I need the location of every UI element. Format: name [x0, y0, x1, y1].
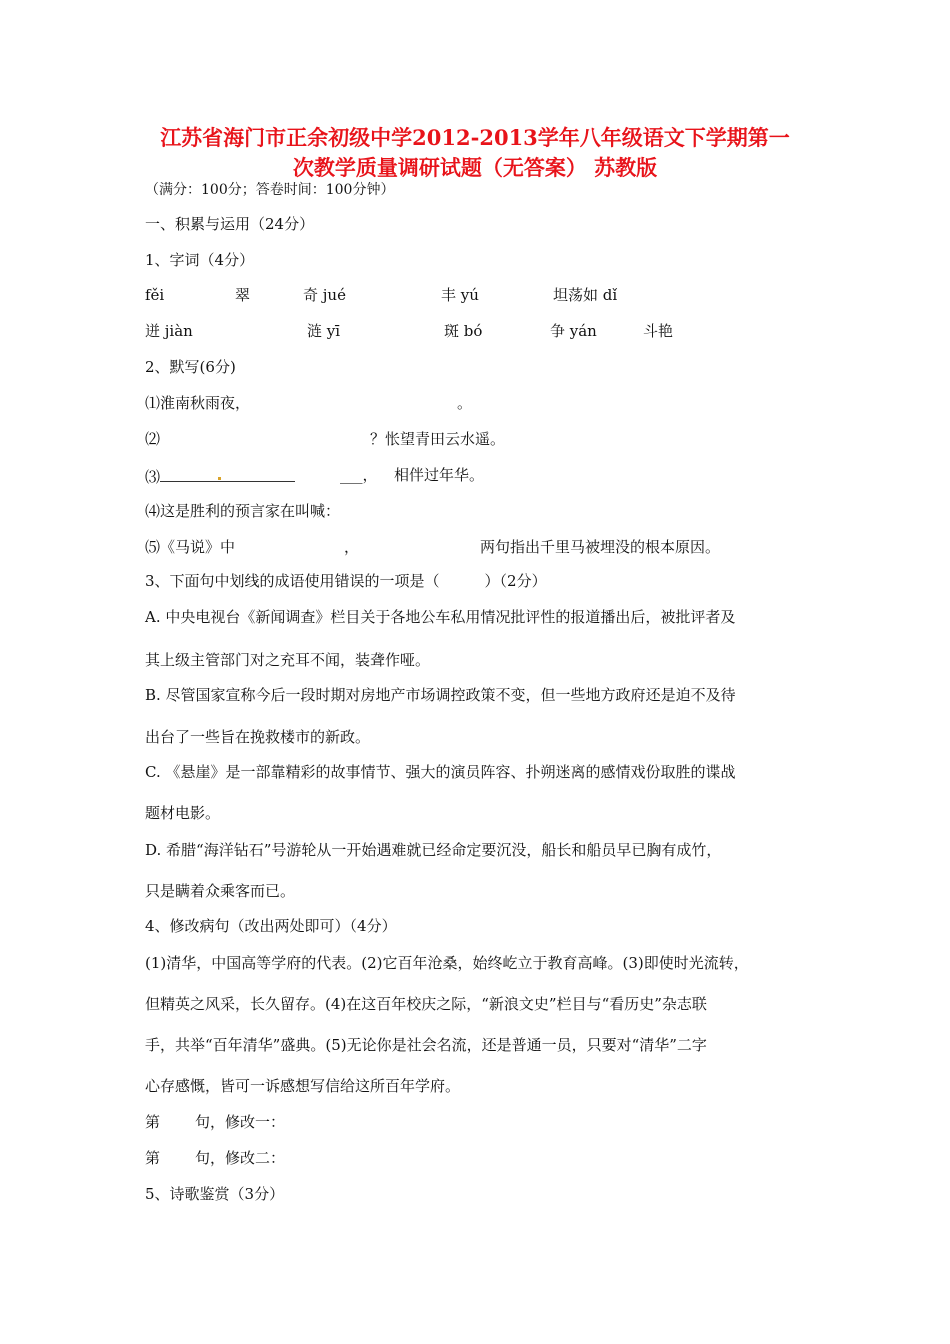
paragraph-line: 心存感慨，皆可一诉感想写信给这所百年学府。	[145, 1077, 461, 1095]
word-item: 翠	[235, 286, 251, 304]
option-c-line-2: 题材电影。	[145, 804, 221, 822]
recitation-line-1-end: 。	[457, 394, 473, 412]
option-a-line-1: A. 中央电视台《新闻调查》栏目关于各地公车私用情况批评性的报道播出后，被批评者及	[145, 608, 736, 626]
section-heading: 一、积累与运用（24分）	[145, 215, 315, 233]
recitation-line-2-end: ？怅望青田云水遥。	[370, 430, 506, 448]
recitation-line-3-blank: ___，	[340, 466, 378, 484]
option-d-line-1: D. 希腊“海洋钻石”号游轮从一开始遇难就已经命定要沉没，船长和船员早已胸有成竹，	[145, 841, 722, 859]
recitation-line-4: ⑷这是胜利的预言家在叫喊：	[145, 502, 341, 520]
recitation-line-5: ⑸《马说》中	[145, 538, 236, 556]
paragraph-line: (1)清华，中国高等学府的代表。(2)它百年沧桑，始终屹立于教育高峰。(3)即使时光流转，	[145, 954, 749, 972]
word-item: 斗艳	[643, 322, 674, 340]
word-item: 坦荡如 dǐ	[553, 286, 618, 304]
document-title-line-2: 次教学质量调研试题（无答案） 苏教版	[292, 155, 658, 180]
option-d-line-2: 只是瞒着众乘客而已。	[145, 882, 296, 900]
word-item: 斑 bó	[444, 322, 483, 340]
document-title-line-1: 江苏省海门市正余初级中学2012-2013学年八年级语文下学期第一	[160, 125, 790, 150]
recitation-line-2: ⑵	[145, 430, 161, 448]
question-4-heading: 4、修改病句（改出两处即可）（4分）	[145, 917, 397, 935]
question-2-heading: 2、默写(6分)	[145, 358, 236, 376]
mark-dot	[218, 477, 221, 480]
option-b-line-2: 出台了一些旨在挽救楼市的新政。	[145, 728, 371, 746]
question-3-heading: 3、下面句中划线的成语使用错误的一项是（ ）（2分）	[145, 572, 547, 590]
fix-2-text: 句，修改二：	[195, 1149, 286, 1167]
word-item: fěi	[145, 286, 165, 304]
recitation-line-5-end: 两句指出千里马被埋没的根本原因。	[480, 538, 721, 556]
recitation-line-3-label: ⑶	[145, 468, 161, 486]
fix-1-text: 句，修改一：	[195, 1113, 286, 1131]
recitation-line-3-end: 相伴过年华。	[394, 466, 485, 484]
word-item: 奇 jué	[303, 286, 346, 304]
word-item: 涟 yī	[307, 322, 341, 340]
fix-2-label: 第	[145, 1149, 161, 1167]
recitation-line-1: ⑴淮南秋雨夜，	[145, 394, 251, 412]
option-b-line-1: B. 尽管国家宣称今后一段时期对房地产市场调控政策不变，但一些地方政府还是迫不及待	[145, 686, 736, 704]
paragraph-line: 手，共举“百年清华”盛典。(5)无论你是社会名流，还是普通一员，只要对“清华”二字	[145, 1036, 707, 1054]
option-a-line-2: 其上级主管部门对之充耳不闻，装聋作哑。	[145, 651, 431, 669]
fix-1-label: 第	[145, 1113, 161, 1131]
word-item: 争 yán	[550, 322, 597, 340]
word-item: 迸 jiàn	[145, 322, 193, 340]
option-c-line-1: C. 《悬崖》是一部靠精彩的故事情节、强大的演员阵容、扑朔迷离的感情戏份取胜的谍战	[145, 763, 736, 781]
recitation-line-3	[145, 465, 295, 487]
question-5-heading: 5、诗歌鉴赏（3分）	[145, 1185, 285, 1203]
word-item: 丰 yú	[441, 286, 479, 304]
answer-blank[interactable]	[160, 465, 295, 482]
paragraph-line: 但精英之风采，长久留存。(4)在这百年校庆之际，“新浪文史”栏目与“看历史”杂志联	[145, 995, 707, 1013]
recitation-line-5-mid: ，	[344, 538, 360, 556]
question-1-heading: 1、字词（4分）	[145, 251, 255, 269]
exam-info: （满分：100分；答卷时间：100分钟）	[145, 182, 395, 198]
